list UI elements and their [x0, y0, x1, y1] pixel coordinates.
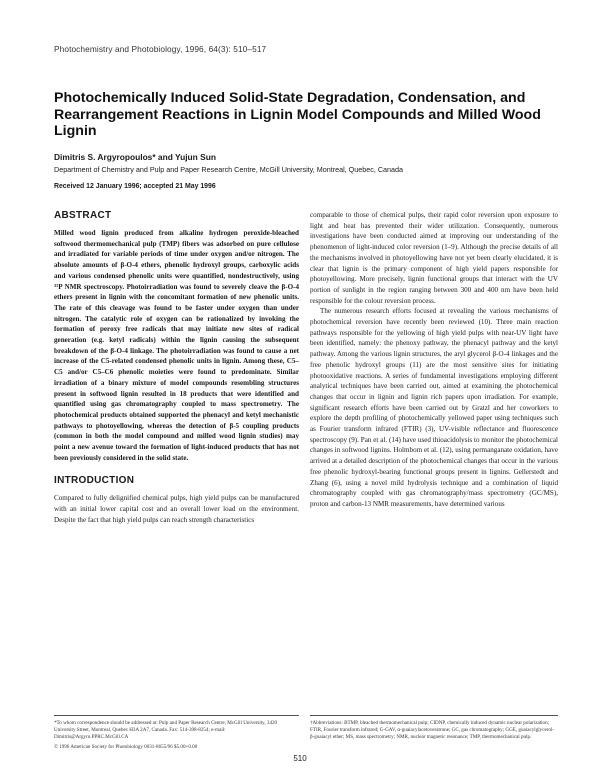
abstract [54, 228, 299, 463]
authors: Dimitris S. Argyropoulos* and Yujun Sun [54, 152, 216, 162]
received-dates: Received 12 January 1996; accepted 21 May 1996 [54, 183, 216, 190]
body-paragraph-2: The numerous research efforts focused at revealing the various mechanisms of photochemical reversion have recently been reviewed (10). Three main reaction pathways responsible for the yellowing of high yield pulps with near-UV light have been identified, namely: the phenoxy pathway, the phenacyl pathway and the ketyl pathway. Among the various lignin structures, the aryl glycerol β-O-4 linkages and the free phenolic hydroxyl groups (11) are the most sensitive sites for initiating photooxidative reactions. A series of fundamental investigations employing different analytical techniques have been carried out, aimed at examining the photochemical changes that occur in lignin and lignin rich papers upon irradiation. For example, significant research efforts have been carried out by Gratzl and her coworkers to explore the depth profiling of photochemically yellowed paper using techniques such as Fourier transform infrared (FTIR) (3), UV-visible reflectance and fluorescence spectroscopy (9). Pan et al. (14) have used thioacidolysis to monitor the photochemical changes in softwood lignins. Holmbom et al. (12), using permanganate oxidation, have arrived at a detailed description of the photochemical changes that occur in the various free phenolic hydroxyl-bearing functional groups present in lignins. Gellerstedt and Zhang (6), using a novel mild hydrolysis technique and a combination of liquid chromatography coupled with gas chromatography/mass spectrometry (GC/MS), proton and carbon-13 NMR measurements, have determined various [310, 307, 558, 508]
correspondence-footnote: *To whom correspondence should be addressed at: Pulp and Paper Research Centre, McGill University, 3420 University Street, Montreal, Quebec H3A 2A7, Canada. Fax: 514-398-8254; e-mail: Dimitris@Argyro.PPRC.McGill.CA [54, 720, 278, 741]
abbreviations-footnote: †Abbreviations: BTMP, bleached thermomechanical pulp; CIDNP, chemically induced dynamic nuclear polarization; FTIR, Fourier transform infrared; G-GAV, α-guaiacylacetoveratrone; GC, gas chromatography; GGE, guaiacylglycerol-β-guaiacyl ether; MS, mass spectrometry; NMR, nuclear magnetic resonance; TMP, thermomechanical pulp. [310, 720, 555, 741]
left-column [54, 210, 299, 526]
footnotes-left [54, 715, 299, 752]
paper-title: Photochemically Induced Solid-State Degradation, Condensation, and Rearrangement Reactions in Lignin Model Compounds and Milled Wood Lignin [54, 90, 541, 139]
abstract-heading: ABSTRACT [54, 210, 112, 221]
footnotes-right [310, 715, 558, 743]
affiliation: Department of Chemistry and Pulp and Paper Research Centre, McGill University, Montreal, Quebec, Canada [54, 165, 404, 174]
copyright-notice: © 1996 American Society for Photobiology 0031-8655/96 $5.00+0.00 [54, 743, 198, 750]
page-number: 510 [293, 754, 307, 763]
body-paragraph-1: comparable to those of chemical pulps, their rapid color reversion upon exposure to light and heat has prevented their wider utilization. Consequently, numerous investigations have been conducted aimed at improving our understanding of the phenomenon of light-induced color reversion (1–9). Although the precise details of all the mechanisms involved in photoyellowing have not yet been clearly elucidated, it is clear that lignin is the primary component of high yield papers responsible for photoyellowing. More precisely, lignin functional groups that interact with the UV portion of sunlight in the region ranging between 300 and 400 nm have been held responsible for the colour reversion process. [310, 211, 558, 305]
abstract-text: Milled wood lignin produced from alkaline hydrogen peroxide-bleached softwood thermomechanical pulp (TMP) fibers was adsorbed on pure cellulose and irradiated for variable periods of time under oxygen and/or nitrogen. The absolute amounts of β-O-4 ethers, phenolic hydroxyl groups, carboxylic acids and various condensed phenolic units were quantified, nondestructively, using ³¹P NMR spectroscopy. Photoirradiation was found to severely cleave the β-O-4 ethers present in lignin with the concomitant formation of new phenolic units. The rate of this cleavage was found to be faster under oxygen than under nitrogen. The catalytic role of oxygen can be rationalized by invoking the formation of peroxy free radicals that may initiate new sites of radical generation (e.g. ketyl radicals) within the lignin causing the subsequent breakdown of the β-O-4 linkage. The photoirradiation was found to cause a net increase of the C5-related condensed phenolic units in lignin. Among these, C5–C5 and/or C5–C6 phenolic moieties were found to predominate. Similar irradiation of a binary mixture of model compounds resembling structures present in softwood lignin resulted in 18 products that were identified and quantified using gas chromatography coupled to mass spectrometry. The photochemical products obtained supported the phenacyl and ketyl mechanistic pathways to photoyellowing, whereas the detection of β-5 coupling products (common in both the model compound and milled wood lignin studies) may point a new avenue toward the formation of light-induced products that has not been previously considered in the solid state. [54, 229, 299, 462]
introduction-paragraph: Compared to fully delignified chemical pulps, high yield pulps can be manufactured with an initial lower capital cost and an overall lower load on the environment. Despite the fact that high yield pulps can reach strength characteristics [54, 494, 299, 524]
introduction-body [54, 493, 299, 525]
journal-citation: Photochemistry and Photobiology, 1996, 64(3): 510–517 [54, 44, 267, 54]
introduction-heading: INTRODUCTION [54, 475, 135, 487]
right-column [310, 210, 558, 510]
